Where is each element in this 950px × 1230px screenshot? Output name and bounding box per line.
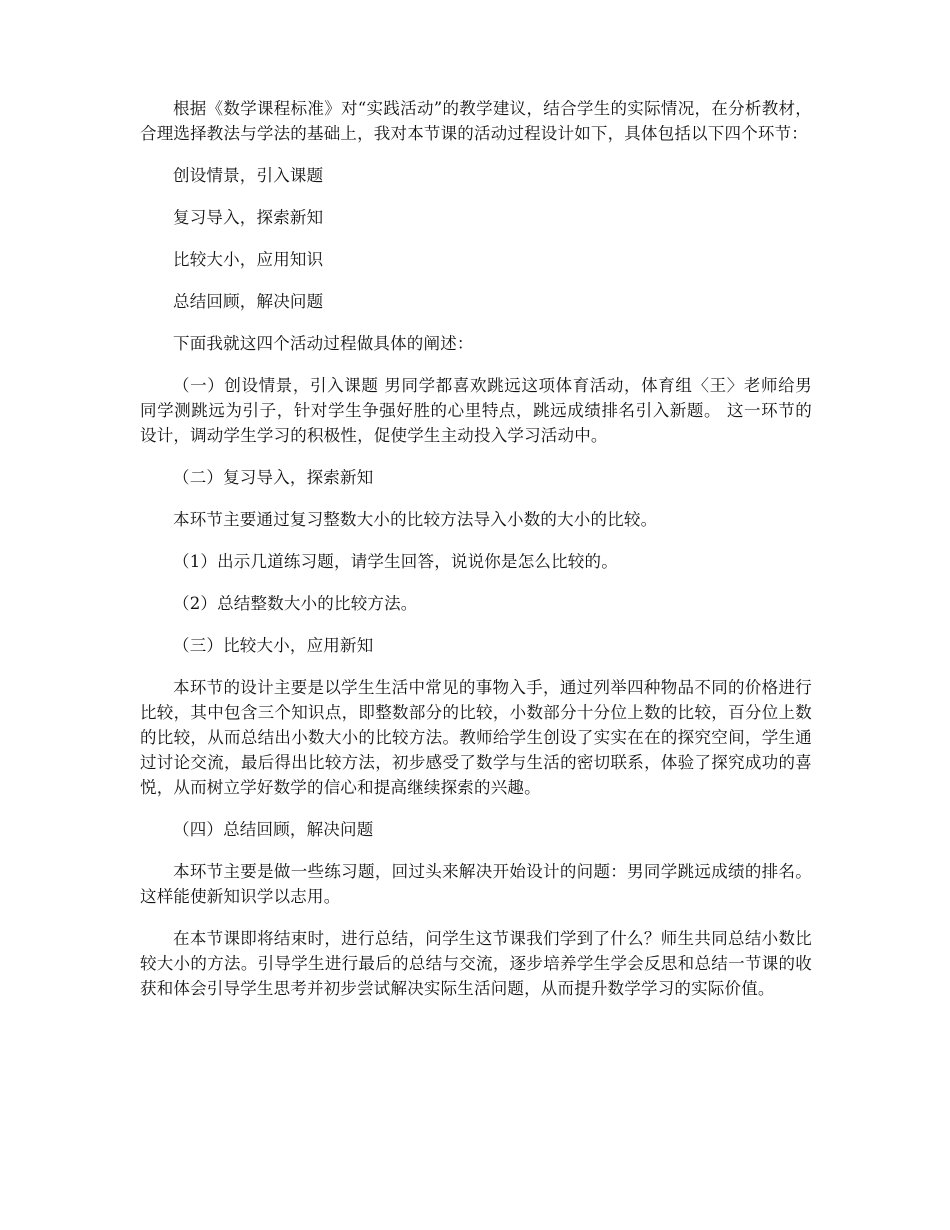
paragraph-section-3-body: 本环节的设计主要是以学生生活中常见的事物入手，通过列举四种物品不同的价格进行比较，其中包含三个知识点，即整数部分的比较，小数部分十分位上数的比较，百分位上数的比较，从而总结出小数大小的比较方法。教师给学生创设了实实在在的探究空间，学生通过讨论交流，最后得出比较方法，初步感受了数学与生活的密切联系，体验了探究成功的喜悦，从而树立学好数学的信心和提高继续探索的兴趣。 [140,678,812,797]
paragraph-transition: 下面我就这四个活动过程做具体的阐述： [173,334,474,353]
paragraph-section-2-body: 本环节主要通过复习整数大小的比较方法导入小数的大小的比较。 [173,510,658,529]
paragraph-intro: 根据《数学课程标准》对“实践活动”的教学建议，结合学生的实际情况，在分析教材，合理选择教法与学法的基础上，我对本节课的活动过程设计如下，具体包括以下四个环节： [140,99,812,143]
paragraph-step-2: 复习导入，探索新知 [173,208,324,227]
heading-section-2: （二）复习导入，探索新知 [173,468,374,487]
paragraph-step-1: 创设情景，引入课题 [173,166,324,185]
paragraph-section-2-item-2: （2）总结整数大小的比较方法。 [173,594,418,613]
paragraph-step-4: 总结回顾，解决问题 [173,292,324,311]
heading-section-3: （三）比较大小，应用新知 [173,636,374,655]
paragraph-step-3: 比较大小，应用知识 [173,250,324,269]
paragraph-section-2-item-1: （1）出示几道练习题，请学生回答，说说你是怎么比较的。 [173,552,618,571]
paragraph-conclusion: 在本节课即将结束时，进行总结，问学生这节课我们学到了什么？师生共同总结小数比较大小的方法。引导学生进行最后的总结与交流，逐步培养学生学会反思和总结一节课的收获和体会引导学生思考并初步尝试解决实际生活问题，从而提升数学学习的实际价值。 [140,929,812,998]
paragraph-section-1: （一）创设情景，引入课题 男同学都喜欢跳远这项体育活动，体育组〈王〉老师给男同学测跳远为引子，针对学生争强好胜的心里特点，跳远成绩排名引入新题。 这一环节的设计，调动学生学习的积极性，促使学生主动投入学习活动中。 [140,376,812,445]
paragraph-section-4-body: 本环节主要是做一些练习题，回过头来解决开始设计的问题：男同学跳远成绩的排名。这样能使新知识学以志用。 [140,862,812,906]
document-body [140,96,812,1018]
heading-section-4: （四）总结回顾，解决问题 [173,820,374,839]
